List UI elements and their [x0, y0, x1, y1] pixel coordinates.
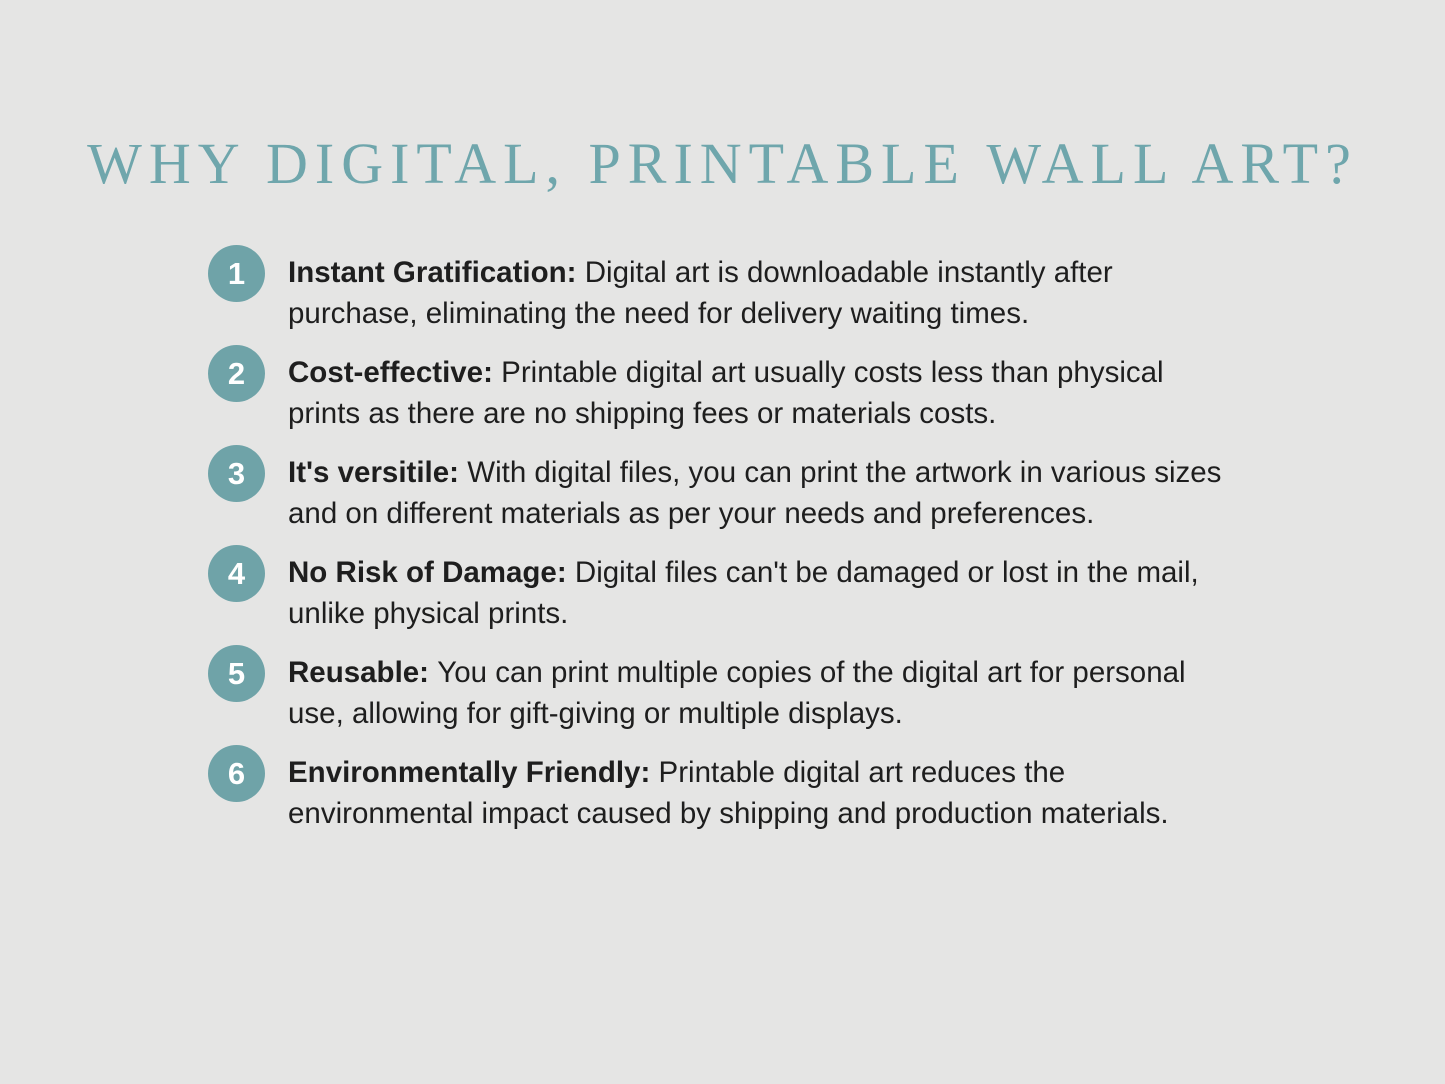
- item-lead: Environmentally Friendly:: [288, 756, 651, 789]
- item-text: [288, 552, 1238, 634]
- number-label: 4: [227, 556, 246, 591]
- list-item: [208, 652, 1245, 734]
- item-lead: It's versitile:: [288, 456, 459, 489]
- number-badge: [208, 345, 265, 402]
- number-badge: [208, 445, 265, 502]
- item-lead: Cost-effective:: [288, 356, 493, 389]
- number-label: 3: [227, 456, 246, 491]
- item-body: Digital files can't be damaged or lost in the mail, unlike physical prints.: [288, 556, 1199, 630]
- item-body: Printable digital art reduces the environmental impact caused by shipping and production materials.: [288, 756, 1169, 830]
- item-text: [288, 352, 1238, 434]
- number-label: 2: [227, 356, 246, 391]
- list-item: [208, 252, 1245, 334]
- item-lead: Instant Gratification:: [288, 256, 577, 289]
- page-title: WHY DIGITAL, PRINTABLE WALL ART?: [87, 131, 1358, 196]
- item-lead: Reusable:: [288, 656, 429, 689]
- number-label: 6: [227, 756, 246, 791]
- item-text: [288, 752, 1238, 834]
- number-badge: [208, 745, 265, 802]
- list-item: [208, 452, 1245, 534]
- item-body: You can print multiple copies of the digital art for personal use, allowing for gift-giving or multiple displays.: [288, 656, 1186, 730]
- number-badge: [208, 245, 265, 302]
- item-lead: No Risk of Damage:: [288, 556, 567, 589]
- list-item: [208, 352, 1245, 434]
- item-body: With digital files, you can print the artwork in various sizes and on different materials as per your needs and preferences.: [288, 456, 1222, 530]
- number-badge: [208, 545, 265, 602]
- item-text: [288, 652, 1238, 734]
- item-text: [288, 452, 1238, 534]
- item-body: Digital art is downloadable instantly after purchase, eliminating the need for delivery waiting times.: [288, 256, 1113, 330]
- list-item: [208, 552, 1245, 634]
- benefits-list: [208, 252, 1245, 852]
- number-label: 5: [227, 656, 246, 691]
- item-text: [288, 252, 1238, 334]
- number-label: 1: [227, 256, 246, 291]
- item-body: Printable digital art usually costs less than physical prints as there are no shipping fees or materials costs.: [288, 356, 1164, 430]
- number-badge: [208, 645, 265, 702]
- list-item: [208, 752, 1245, 834]
